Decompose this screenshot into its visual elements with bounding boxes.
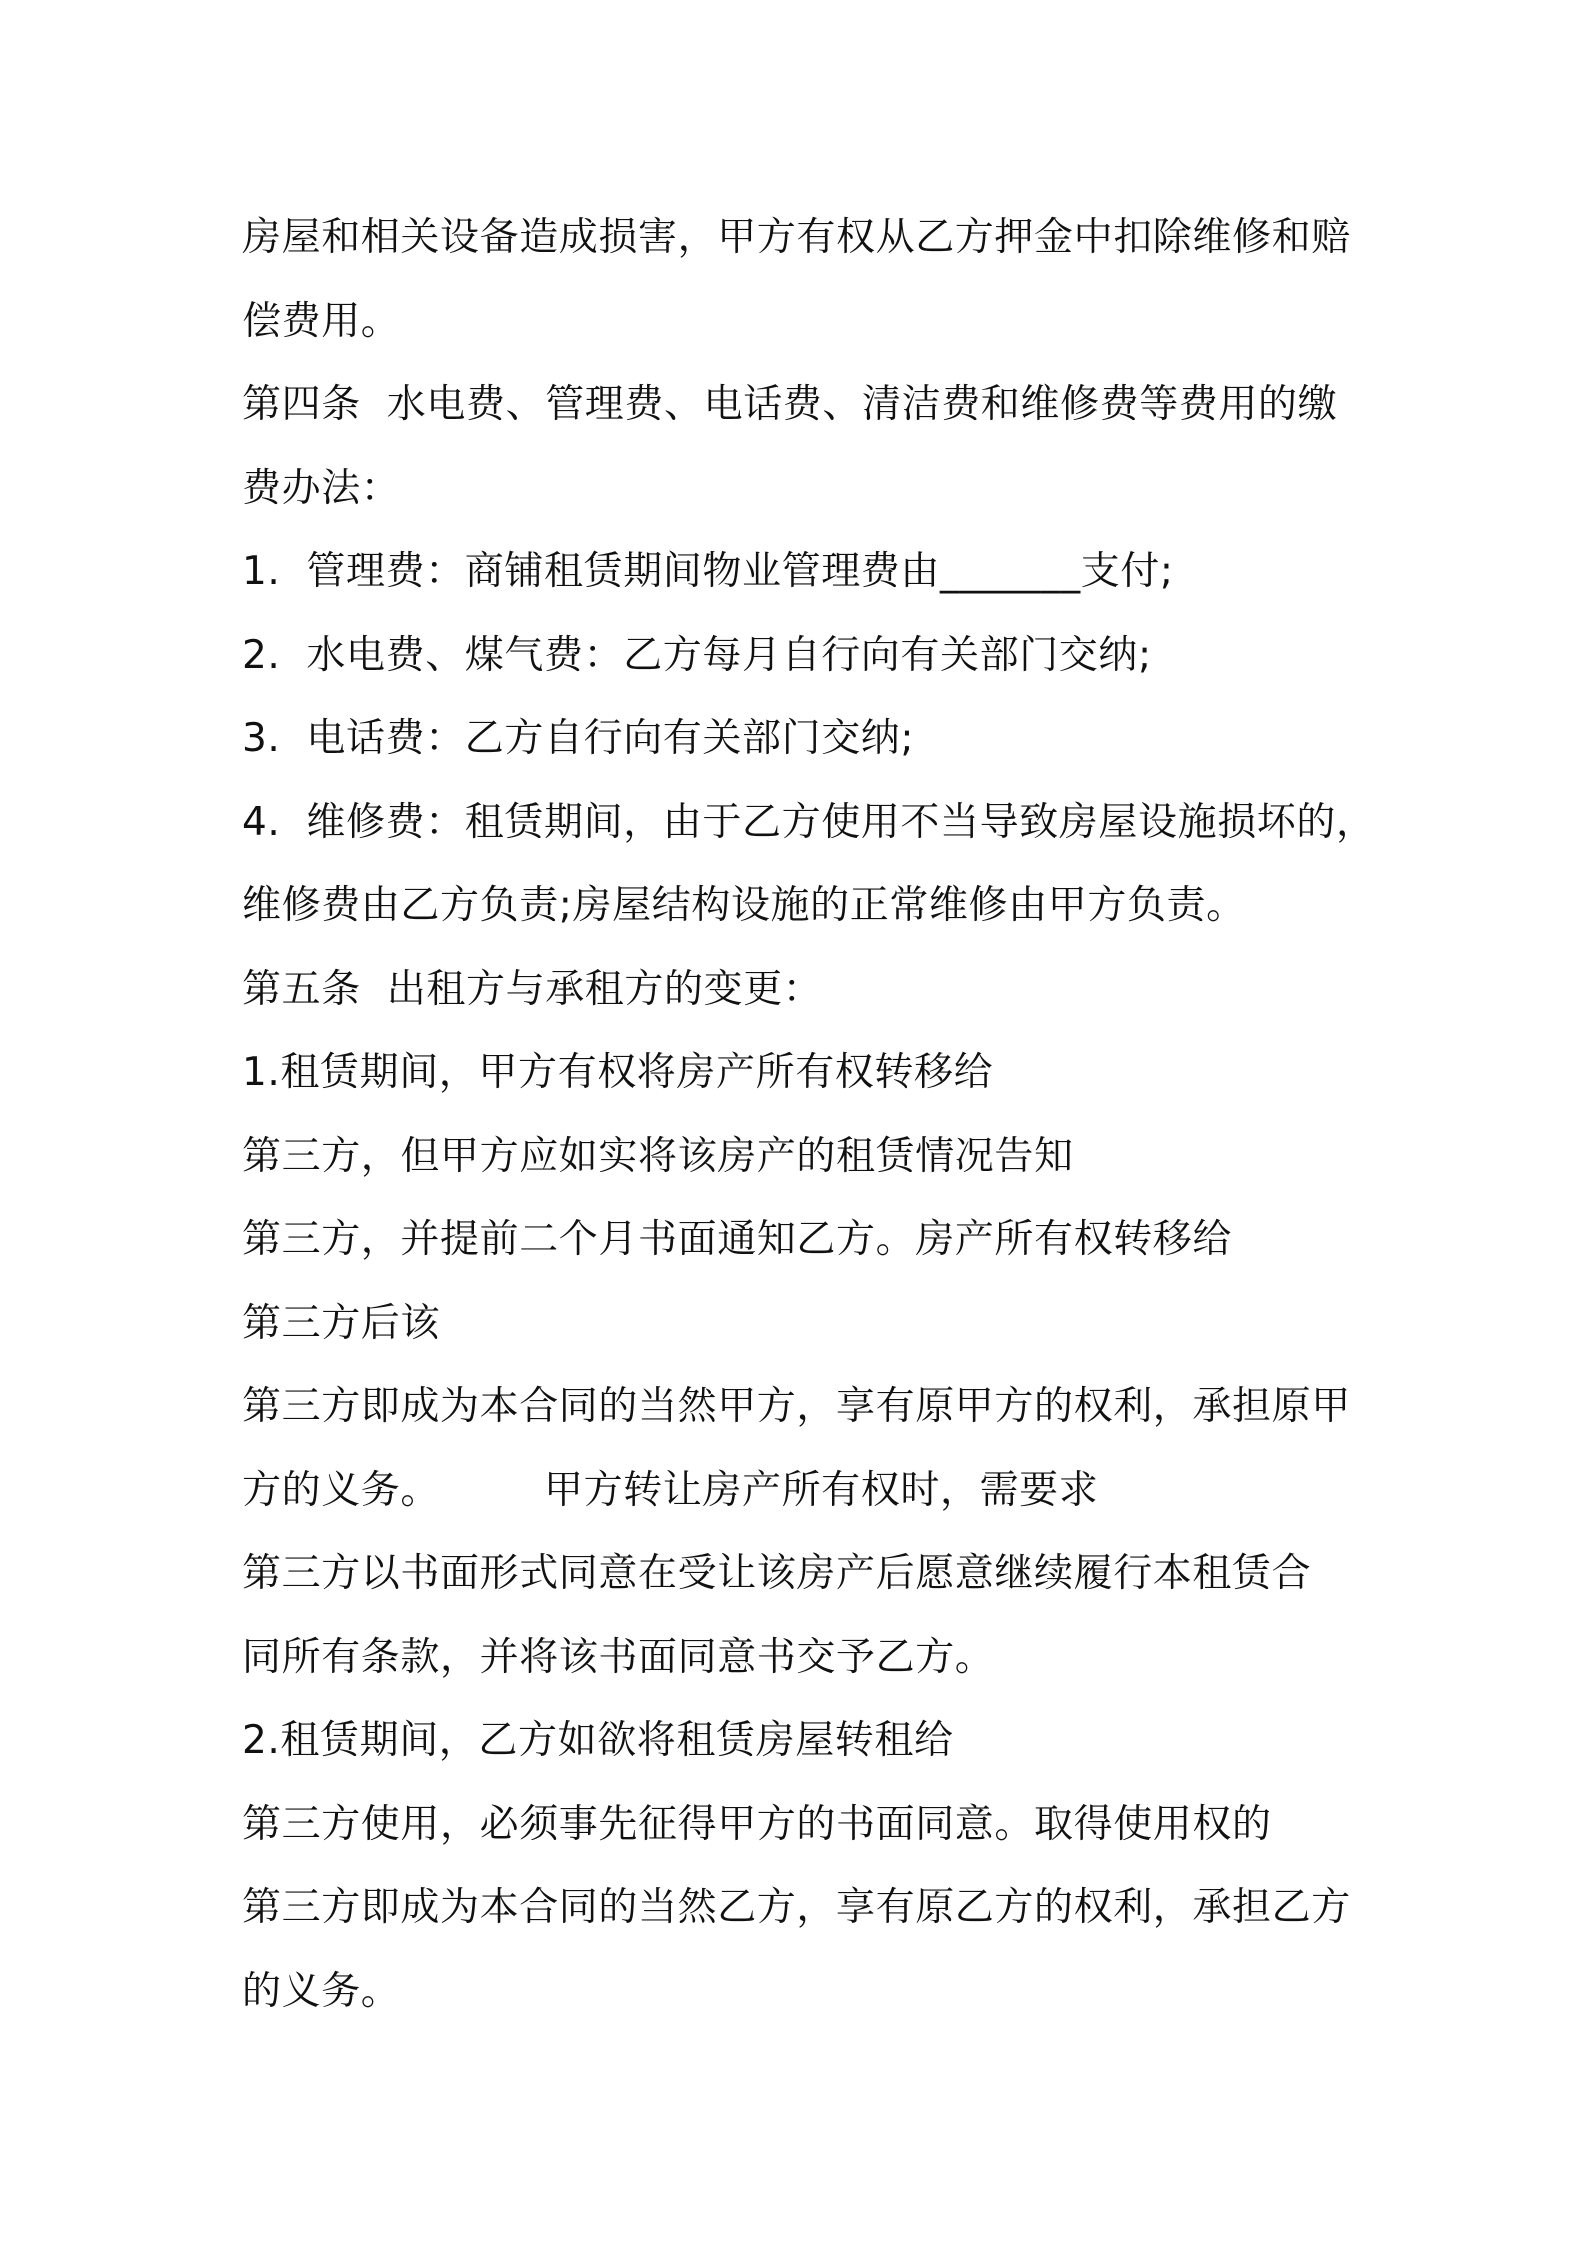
document-body	[242, 196, 1382, 2033]
article-4-heading: 第四条 水电费、管理费、电话费、清洁费和维修费等费用的缴	[242, 382, 1338, 427]
list-item: 2.租赁期间，乙方如欲将租赁房屋转租给	[242, 1718, 954, 1763]
text-line: 偿费用。	[242, 298, 401, 344]
text-line: 第三方即成为本合同的当然乙方，享有原乙方的权利，承担乙方	[242, 1885, 1351, 1930]
list-item: 2. 水电费、煤气费：乙方每月自行向有关部门交纳;	[242, 632, 1152, 678]
text-line: 方的义务。 甲方转让房产所有权时，需要求	[242, 1467, 1099, 1513]
list-item: 4. 维修费：租赁期间，由于乙方使用不当导致房屋设施损坏的，	[242, 799, 1376, 845]
article-5-heading: 第五条 出租方与承租方的变更：	[242, 966, 823, 1012]
text-line: 第三方后该	[242, 1300, 441, 1346]
text-line: 第三方以书面形式同意在受让该房产后愿意继续履行本租赁合	[242, 1551, 1312, 1596]
text-line: 同所有条款，并将该书面同意书交予乙方。	[242, 1634, 995, 1680]
text-line: 维修费由乙方负责;房屋结构设施的正常维修由甲方负责。	[242, 883, 1246, 928]
text-line: 第三方，并提前二个月书面通知乙方。房产所有权转移给	[242, 1217, 1233, 1262]
list-item: 1.租赁期间，甲方有权将房产所有权转移给	[242, 1050, 994, 1095]
text-line: 费办法：	[242, 465, 401, 511]
list-item: 1. 管理费：商铺租赁期间物业管理费由_______支付;	[242, 549, 1174, 594]
list-item: 3. 电话费：乙方自行向有关部门交纳;	[242, 716, 915, 761]
text-line: 房屋和相关设备造成损害，甲方有权从乙方押金中扣除维修和赔	[242, 215, 1351, 260]
text-line: 的义务。	[242, 1968, 401, 2014]
text-line: 第三方，但甲方应如实将该房产的租赁情况告知	[242, 1133, 1074, 1179]
text-line: 第三方使用，必须事先征得甲方的书面同意。取得使用权的	[242, 1801, 1272, 1847]
text-line: 第三方即成为本合同的当然甲方，享有原甲方的权利，承担原甲	[242, 1384, 1351, 1429]
